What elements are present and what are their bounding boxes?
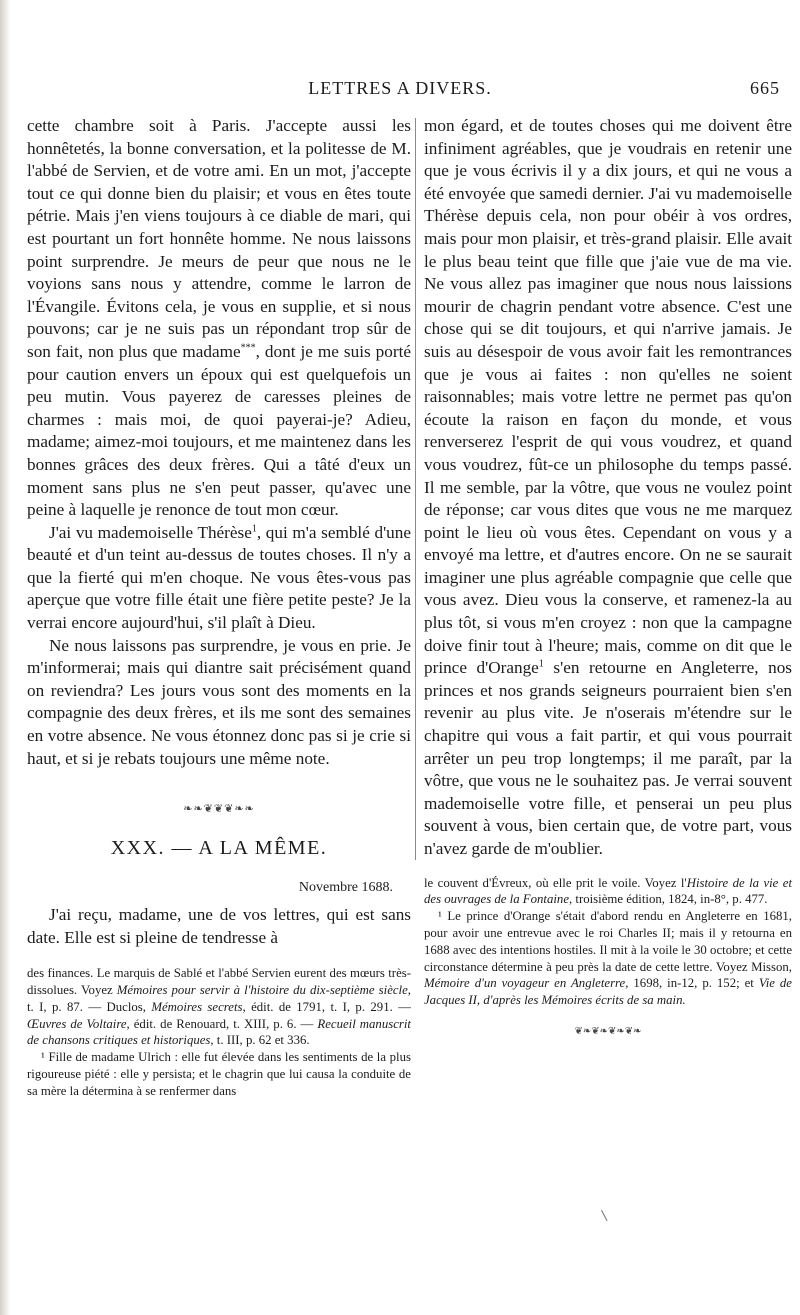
footnote-continuation: des finances. Le marquis de Sablé et l'abbé Servien eurent des mœurs très-dissolues. Voyez Mémoires pour servir à l'histoire du dix-septième siècle, t. I, p. 87. — Duclos, Mémoires secrets, édit. de 1791, t. I, p. 291. — Œuvres de Voltaire, édit. de Renouard, t. XIII, p. 6. — Recueil manuscrit de chansons critiques et historiques, t. III, p. 62 et 336. bbox=[27, 966, 411, 1048]
letter-heading: XXX. — A LA MÊME. bbox=[110, 836, 328, 859]
left-footnotes bbox=[27, 965, 411, 1099]
stray-pen-mark: \ bbox=[600, 1207, 609, 1225]
right-column bbox=[424, 115, 792, 1044]
left-column bbox=[27, 115, 411, 1100]
left-paragraph-2: J'ai vu mademoiselle Thérèse$^1$, qui m'a semblé d'une beauté et d'un teint au-dessus de toutes choses. Il n'y a que la fierté qui m'en choque. Ne vous êtes-vous pas aperçue que votre fille était une fière petite peste? Je la verrai encore aujourd'hui, s'il plaît à Dieu. bbox=[27, 522, 411, 633]
letter-dateline: Novembre 1688. bbox=[298, 880, 393, 896]
footnote-ref: *** bbox=[240, 342, 256, 354]
left-paragraph-4: J'ai reçu, madame, une de vos lettres, qui est sans date. Elle est si pleine de tendresse à bbox=[27, 905, 411, 947]
footnote-1: ¹ Le prince d'Orange s'était d'abord rendu en Angleterre en 1681, pour avoir une entrevue avec le roi Charles II; mais il y retourna en 1688 avec des intentions hostiles. Il mit à la voile le 30 octobre; et cette circonstance détermine à peu près la date de cette lettre. Voyez Misson, Mémoire d'un voyageur en Angleterre, 1698, in-12, p. 152; et Vie de Jacques II, d'après les Mémoires écrits de sa main. bbox=[424, 909, 792, 1008]
page-binding-edge bbox=[0, 0, 10, 1315]
page-number: 665 bbox=[750, 78, 780, 98]
right-paragraph-1: mon égard, et de toutes choses qui me doivent être infiniment agréables, que je voudrais en retenir une que je vous écrivis il y a dix jours, et qui ne vous a été envoyée que samedi dernier. J'ai vu mademoiselle Thérèse depuis cela, non pour obéir à vos ordres, mais pour mon plaisir, et très-grand plaisir. Elle avait le plus beau teint que fille que j'aie vue de ma vie. Ne vous allez pas imaginer que nous nous laissions mourir de chagrin pendant votre absence. C'est une chose qui se dit toujours, et qui n'arrive jamais. Je suis au désespoir de vous avoir fait les remontrances que je vous ai faites : non qu'elles ne soient raisonnables; mais votre lettre ne permet pas qu'on écoute la raison en façon du monde, et vous renverserez l'esprit de qui vous voudrez, et quand vous voudrez, fût-ce un philosophe du temps passé. Il me semble, par la vôtre, que vous ne voulez point de réponse; car vous dites que vous ne me marquez point le lieu où vous êtes. Cependant on vous y a envoyé ma lettre, et d'autres encore. On ne se saurait imaginer une plus agréable compagnie que celle que vous avez. Dieu vous la conserve, et ramenez-la au plus tôt, si vous m'en croyez : non que la campagne doive finir tout à l'heure; mais, comme on dit que le prince d'Orange$^1$ s'en retourne en Angleterre, nos princes et nos grands seigneurs pourraient bien s'en revenir au plus vite. Je n'oserais m'étendre sur le chapitre qui vous a fait partir, et qui vous pourrait arrêter un peu trop longtemps; il me paraît, par la vôtre, que vous ne le souhaitez pas. Je verrai souvent mademoiselle votre fille, et penserai un peu plus souvent à vous, bien certain que, de votre part, vous n'avez garde de m'oublier. bbox=[424, 116, 792, 858]
running-head bbox=[20, 78, 780, 102]
running-title: LETTRES A DIVERS. bbox=[308, 78, 492, 98]
left-paragraph-3: Ne nous laissons pas surprendre, je vous en prie. Je m'informerai; mais qui diantre sait précisément quand on reviendra? Les jours vous sont des moments en la compagnie des deux frères, et ils me sont des semaines en votre absence. Ne vous étonnez donc pas si je crie si haut, et si je rebats toujours une même note. bbox=[27, 635, 411, 768]
footnote-1: ¹ Fille de madame Ulrich : elle fut élevée dans les sentiments de la plus rigoureuse piété : elle y persista; et le chagrin que lui causa la conduite de sa mère la détermina à se renfermer dans bbox=[27, 1050, 411, 1098]
footnote-ref: 1 bbox=[251, 522, 257, 534]
left-paragraph-1: cette chambre soit à Paris. J'accepte aussi les honnêtetés, la bonne conversation, et la politesse de M. l'abbé de Servien, et de votre ami. En un mot, j'accepte tout ce qui donne bien du plaisir; et vous en êtes toute pétrie. Mais j'en viens toujours à ce diable de mari, qui est pourtant un fort honnête homme. Ne nous laissons point surprendre. Je meurs de peur que nous ne le voyions sans nous y attendre, comme le larron de l'Évangile. Évitons cela, je vous en supplie, et si nous pouvons; car je ne suis pas un répondant trop sûr de son fait, non plus que madame***, dont je me suis porté pour caution envers un époux qui est quelquefois un peu mutin. Vous payerez de caresses pleines de charmes : mais moi, de quoi payerai-je? Adieu, madame; aimez-moi toujours, et me maintenez dans les bonnes grâces des deux frères. Qui a tâté d'eux un moment sans plus ne s'en peut passer, qu'avec une peine à laquelle je renonce de tout mon cœur. bbox=[27, 116, 411, 520]
end-ornament: ❦❧❦❧❦❧❦❧ bbox=[574, 1025, 642, 1037]
footnote-ref: 1 bbox=[538, 658, 544, 670]
ornament-divider: ❧❧❦❦❦❧❧ bbox=[183, 803, 255, 816]
footnote-continuation: le couvent d'Évreux, où elle prit le voile. Voyez l'Histoire de la vie et des ouvrages de la Fontaine, troisième édition, 1824, in-8°, p. 477. bbox=[424, 875, 793, 907]
column-divider bbox=[415, 118, 416, 860]
right-footnotes bbox=[424, 875, 792, 1009]
